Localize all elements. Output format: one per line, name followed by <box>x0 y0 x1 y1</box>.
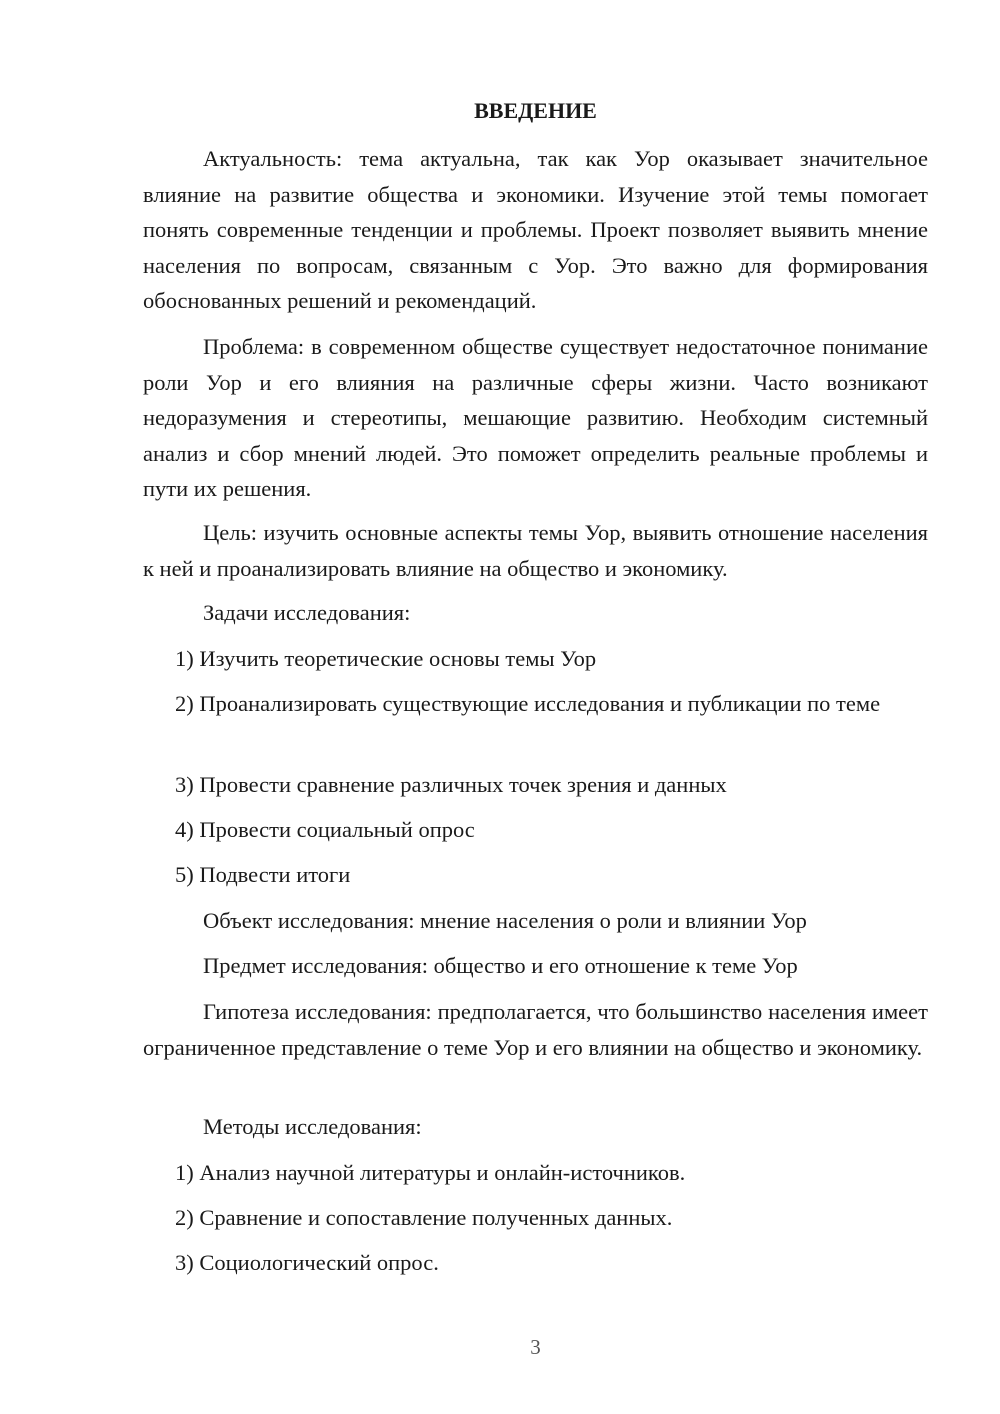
object-paragraph: Объект исследования: мнение населения о роли и влиянии Уор <box>203 908 807 933</box>
tasks-heading: Задачи исследования: <box>203 600 411 625</box>
task-item-3: 3) Провести сравнение различных точек зрения и данных <box>175 772 727 797</box>
subject-paragraph: Предмет исследования: общество и его отношение к теме Уор <box>203 953 798 978</box>
hypothesis-paragraph: Гипотеза исследования: предполагается, что большинство населения имеет ограниченное представление о теме Уор и его влиянии на общество и экономику. <box>143 999 928 1060</box>
document-page <box>143 0 928 1414</box>
task-item-5: 5) Подвести итоги <box>175 862 351 887</box>
relevance-paragraph: Актуальность: тема актуальна, так как Уор оказывает значительное влияние на развитие общества и экономики. Изучение этой темы помогает понять современные тенденции и проблемы. Проект позволяет выявить мнение населения по вопросам, связанным с Уор. Это важно для формирования обоснованных решений и рекомендаций. <box>143 146 928 313</box>
problem-paragraph: Проблема: в современном обществе существует недостаточное понимание роли Уор и его влияния на различные сферы жизни. Часто возникают недоразумения и стереотипы, мешающие развитию. Необходим системный анализ и сбор мнений людей. Это поможет определить реальные проблемы и пути их решения. <box>143 334 928 501</box>
task-item-4: 4) Провести социальный опрос <box>175 817 475 842</box>
method-item-2: 2) Сравнение и сопоставление полученных данных. <box>175 1205 673 1230</box>
method-item-1: 1) Анализ научной литературы и онлайн-источников. <box>175 1160 686 1185</box>
task-item-2: 2) Проанализировать существующие исследования и публикации по теме <box>175 691 881 716</box>
page-title: ВВЕДЕНИЕ <box>474 98 597 123</box>
goal-paragraph: Цель: изучить основные аспекты темы Уор, выявить отношение населения к ней и проанализировать влияние на общество и экономику. <box>143 520 928 581</box>
method-item-3: 3) Социологический опрос. <box>175 1250 439 1275</box>
task-item-1: 1) Изучить теоретические основы темы Уор <box>175 646 597 671</box>
page-number: 3 <box>530 1335 541 1359</box>
methods-heading: Методы исследования: <box>203 1114 422 1139</box>
